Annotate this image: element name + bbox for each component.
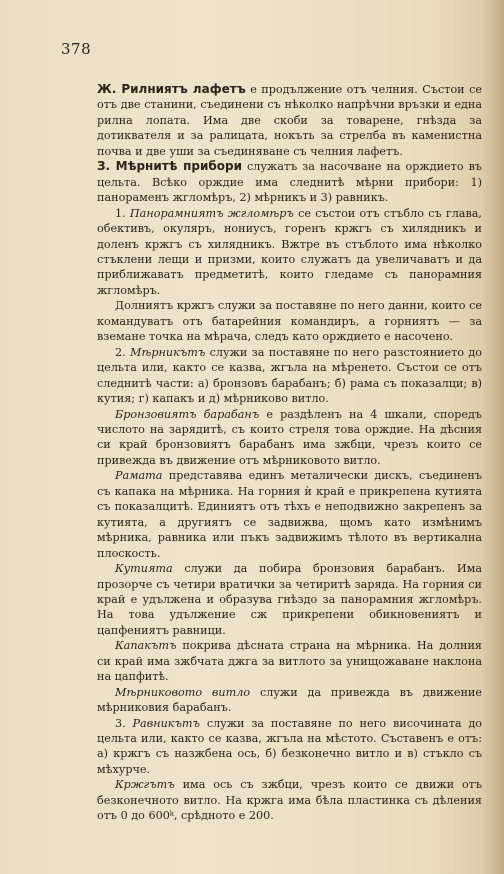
page-edge-shadow — [482, 0, 504, 874]
paragraph-mernik — [97, 345, 482, 407]
term: Рамата — [115, 469, 163, 483]
paragraph-kutiya — [97, 561, 482, 638]
term: Кржгътъ — [115, 778, 175, 792]
page-number: 378 — [61, 40, 92, 58]
paragraph-text: служи за поставяне по него височината до цельта или, както се казва, жгъла на мѣстото. Съставенъ е отъ: а) кржгъ съ назжбена ось, б) безконечно витло и в) стъкло съ мѣхурче. — [97, 716, 483, 776]
paragraph-text: служатъ за насочване на орждието въ цельта. Всѣко орждие има следнитѣ мѣрни прибори: 1) панораменъ жгломѣръ, 2) мѣрникъ и 3) равникъ. — [97, 160, 482, 205]
paragraph-kragat — [97, 777, 482, 823]
term: Равникътъ — [132, 716, 200, 730]
paragraph-text: има ось съ зжбци, чрезъ които се движи отъ безконечното витло. На кржга има бѣла пластинка съ дѣления отъ 0 до 600ᵏ, срѣдното е 200. — [97, 778, 482, 823]
paragraph-baraban — [97, 407, 482, 469]
paragraph-dolen-krag — [97, 298, 482, 344]
paragraph-rilen-lafet — [97, 82, 482, 159]
paragraph-kapak — [97, 638, 482, 684]
paragraph-text: Долниятъ кржгъ служи за поставяне по него данни, които се командуватъ отъ батарейния командиръ, а горниятъ — за вземане точка на мѣрача, следъ като орждието е насочено. — [97, 299, 482, 344]
section-heading: Ж. Рилниятъ лафетъ — [97, 82, 246, 96]
paragraph-text: е продължение отъ челния. Състои се отъ две станини, съединени съ нѣколко напрѣчни връзки и една рилна лопата. Има две скоби за товарене, гнѣзда за дотиквателя и за ралицата, нокъть за стрелба въ каменистна почва и две уши за съединяване съ челния лафетъ. — [97, 83, 482, 158]
term: Капакътъ — [115, 639, 177, 653]
paragraph-text: представява единъ металически дискъ, съединенъ съ капака на мѣрника. На горния ѝ край е прикрепена кутията съ показалцитѣ. Единиятъ отъ тѣхъ е неподвижно закрепенъ за кутията, а другиятъ се задвижва, щомъ като измѣнимъ мѣрника, равника или пъкъ задвижимъ тѣлото въ вертикална плоскость. — [97, 469, 482, 560]
term: Мѣрниковото витло — [115, 685, 251, 699]
paragraph-merni-pribori — [97, 159, 482, 205]
paragraph-text: се състои отъ стъбло съ глава, обективъ, окуляръ, нониусъ, горенъ кржгъ съ хилядникъ и доленъ кржгъ съ хилядникъ. Вжтре въ стъблото има нѣколко стъклени лещи и призми, които служатъ да увеличаватъ и да приближаватъ предметитѣ, които гледаме съ панорамния жгломѣръ. — [97, 206, 482, 297]
paragraph-ravnik — [97, 716, 482, 778]
item-number: 1. — [115, 206, 130, 220]
body-text — [97, 82, 482, 824]
paragraph-text: е раздѣленъ на 4 шкали, споредъ числото на зарядитѣ, съ които стреля това орждие. На дѣсния си край бронзовиятъ барабанъ има зжбци, чрезъ които се привежда въ движение отъ мѣрниковото витло. — [97, 407, 482, 467]
paragraph-vitlo — [97, 685, 482, 716]
paragraph-text: служи да привежда въ движение мѣрниковия барабанъ. — [97, 685, 482, 715]
section-heading: З. Мѣрнитѣ прибори — [97, 159, 243, 174]
term: Кутията — [115, 562, 173, 576]
paragraph-text: служи да побира бронзовия барабанъ. Има прозорче съ четири вратички за четиритѣ заряда. На горния си край е удължена и образува гнѣздо за панорамния жгломѣръ. На това удължение сж прикрепени обикновениятъ и цапфениятъ равници. — [97, 562, 482, 637]
paragraph-rama — [97, 468, 482, 561]
paragraph-text: покрива дѣсната страна на мѣрника. На долния си край има зжбчата джга за витлото за унищожаване наклона на цапфитѣ. — [97, 639, 482, 684]
paragraph-text: служи за поставяне по него разстоянието до цельта или, както се казва, жгъла на мѣренето. Състои се отъ следнитѣ части: а) бронзовъ барабанъ; б) рама съ показалци; в) кутия; г) капакъ и д) мѣрниково витло. — [97, 345, 482, 406]
term: Мѣрникътъ — [130, 345, 206, 359]
item-number: 3. — [115, 716, 133, 730]
term: Панорамниятъ жгломѣръ — [129, 206, 294, 220]
term: Бронзовиятъ барабанъ — [115, 407, 260, 421]
item-number: 2. — [115, 345, 131, 359]
paragraph-panoramen — [97, 206, 482, 299]
